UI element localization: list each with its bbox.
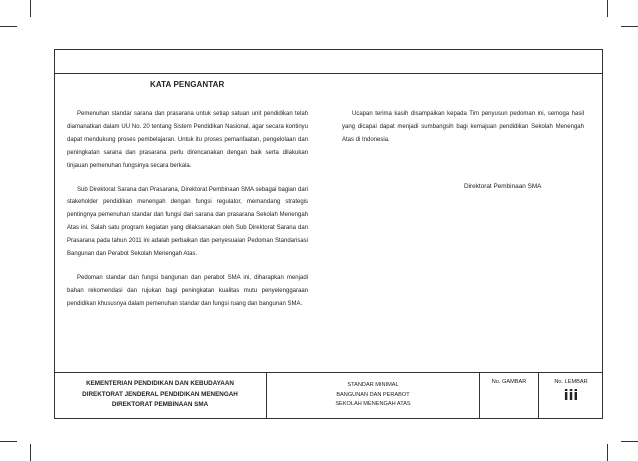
sheet-number-label: No. LEMBAR: [554, 379, 588, 385]
title-block: [54, 372, 603, 419]
drawing-number-cell: [480, 373, 539, 419]
drawing-number-label: No. GAMBAR: [491, 379, 527, 385]
signature: Direktorat Pembinaan SMA: [464, 183, 542, 190]
crop-mark-bottom-left-v: [30, 444, 31, 461]
paragraph-subdirectorate: Sub Direktorat Sarana dan Prasarana, Direktorat Pembinaan SMA sebagai bagian dari stakeholder pendidikan menengah dengan fungsi regulator, memandang strategis pentingnya pemenuhan standar dan fungsi dari sarana dan prasarana Sekolah Menengah Atas ini. Salah satu program kegiatan yang dilaksanakan oleh Sub Direktorat Sarana dan Prasarana pada tahun 2011 ini adalah perbaikan dan penyesuaian Pedoman Standarisasi Bangunan dan Perabot Sekolah Menengah Atas.: [67, 186, 308, 258]
document-title-cell: [267, 373, 480, 419]
document-title: [267, 381, 479, 410]
document-title-line-1: STANDAR MINIMAL: [347, 382, 399, 388]
page-title: KATA PENGANTAR: [150, 80, 225, 89]
sheet-number-cell: [539, 373, 603, 419]
ministry-line-1: KEMENTERIAN PENDIDIKAN DAN KEBUDAYAAN: [86, 380, 234, 387]
document-title-line-2: BANGUNAN DAN PERABOT: [336, 391, 410, 398]
ministry-name: [54, 379, 266, 411]
crop-mark-bottom-right-v: [607, 444, 608, 461]
right-column: [342, 108, 584, 158]
crop-mark-top-left-h: [0, 26, 17, 27]
crop-mark-top-right-v: [607, 0, 608, 17]
paragraph-thanks: Ucapan terima kasih disampaikan kepada Tim penyusun pedoman ini, semoga hasil yang dicapai dapat menjadi sumbangsih bagi kemajuan pendidikan Sekolah Menengah Atas di Indonesia.: [342, 111, 584, 143]
ministry-line-2: DIREKTORAT JENDERAL PENDIDIKAN MENENGAH: [82, 390, 238, 398]
crop-mark-top-left-v: [30, 0, 31, 17]
ministry-cell: [54, 373, 267, 419]
ministry-line-3: DIREKTORAT PEMBINAAN SMA: [111, 401, 209, 408]
page-number: iii: [563, 388, 579, 404]
document-title-line-3: SEKOLAH MENENGAH ATAS: [335, 401, 411, 407]
left-column: [67, 108, 308, 322]
paragraph-intro: Pemenuhan standar sarana dan prasarana untuk setiap satuan unit pendidikan telah diamanatkan dalam UU No. 20 tentang Sistem Pendidikan Nasional, agar secara kontinyu dapat mendukung proses pembelajaran. Untuk itu proses pemanfaatan, pengelolaan dan peningkatan sarana dan prasarana perlu direncanakan dengan baik serta dilakukan tinjauan pemenuhan fungsinya secara berkala.: [67, 111, 308, 169]
frame-header-line: [55, 73, 602, 74]
crop-mark-bottom-right-h: [621, 441, 638, 442]
paragraph-purpose: Pedoman standar dan fungsi bangunan dan perabot SMA ini, diharapkan menjadi bahan rekomendasi dan rujukan bagi peningkatan kualitas mutu penyelenggaraan pendidikan khususnya dalam pemenuhan standar dan fungsi ruang dan bangunan SMA.: [67, 274, 308, 307]
crop-mark-top-right-h: [621, 26, 638, 27]
crop-mark-bottom-left-h: [0, 441, 17, 442]
